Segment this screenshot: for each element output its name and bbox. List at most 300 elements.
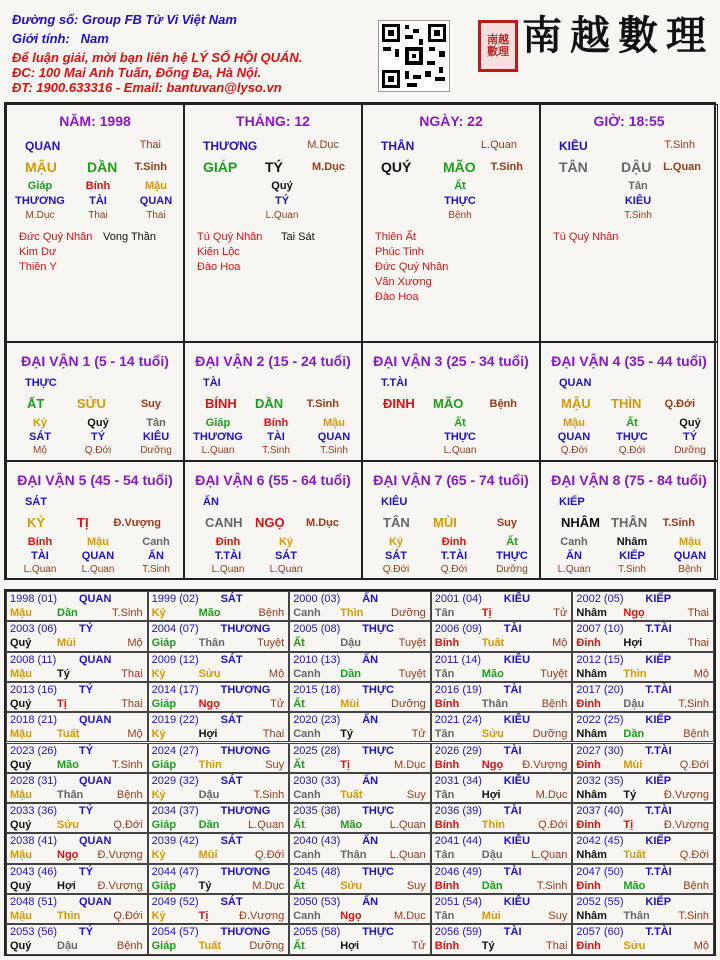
dv-hidden-phase: Dưỡng <box>140 445 172 456</box>
year-cell[interactable] <box>148 652 290 682</box>
year-phase: Tuyệt <box>540 667 568 680</box>
dai-van-title: ĐẠI VẬN 5 (45 - 54 tuổi) <box>17 472 173 488</box>
year-phase: Bệnh <box>683 879 709 892</box>
dv-hidden-stem: Bính <box>263 417 289 429</box>
year-label: 2052 (55) <box>576 896 624 908</box>
year-god: SÁT <box>220 896 243 908</box>
year-phase: Q.Đới <box>113 819 143 832</box>
year-phase: Mộ <box>693 940 709 953</box>
year-branch: Tị <box>198 910 209 922</box>
dai-van-cell[interactable] <box>362 342 540 461</box>
dv-hidden-god: QUAN <box>317 431 351 443</box>
year-cell[interactable] <box>148 833 290 863</box>
year-stem: Quý <box>10 879 32 892</box>
year-label: 2022 (25) <box>576 714 624 727</box>
year-cell[interactable] <box>431 743 573 773</box>
year-phase: Dưỡng <box>391 607 426 619</box>
dv-hidden-god: QUAN <box>557 431 591 443</box>
dv-hidden-phase: Q.Đới <box>84 445 112 456</box>
year-cell[interactable] <box>572 591 714 621</box>
year-cell[interactable] <box>289 712 431 742</box>
dv-hidden-god: TÀI <box>31 550 49 562</box>
year-branch: Dần <box>198 819 220 832</box>
year-phase: Mộ <box>268 667 285 680</box>
year-stem: Đinh <box>576 940 601 953</box>
heavenly-stem: MẬU <box>25 159 57 175</box>
year-stem: Mậu <box>10 910 32 922</box>
year-label: 2018 (21) <box>10 714 58 727</box>
year-stem: Bính <box>434 819 460 832</box>
dv-hidden-god: SÁT <box>385 550 407 562</box>
year-phase: L.Quan <box>248 819 285 832</box>
year-god: KIÊU <box>503 896 531 908</box>
qr-code-icon[interactable] <box>378 20 450 92</box>
year-branch: Tý <box>340 728 354 741</box>
year-cell[interactable] <box>148 712 290 742</box>
special-star: Tai Sát <box>281 231 315 243</box>
year-branch: Ngọ <box>57 849 79 862</box>
year-branch: Thìn <box>57 910 81 922</box>
special-star: Tú Quý Nhân <box>553 231 619 243</box>
year-stem: Nhâm <box>576 728 607 741</box>
year-cell[interactable] <box>6 621 148 651</box>
year-god: KIẾP <box>645 896 672 908</box>
earthly-branch: TÝ <box>265 159 283 175</box>
year-cell[interactable] <box>431 924 573 954</box>
year-god: TÀI <box>503 805 522 818</box>
year-cell[interactable] <box>572 894 714 924</box>
year-label: 2038 (41) <box>10 835 58 848</box>
year-cell[interactable] <box>289 864 431 894</box>
year-god: THƯƠNG <box>220 744 271 757</box>
year-branch: Sửu <box>481 728 504 741</box>
year-branch: Sửu <box>623 940 646 953</box>
year-label: 2044 (47) <box>151 865 199 878</box>
heavenly-stem: GIÁP <box>203 159 238 175</box>
dv-hidden-stem: Bính <box>27 536 53 548</box>
hidden-god: THỰC <box>444 195 476 207</box>
year-cell[interactable] <box>6 773 148 803</box>
year-cell[interactable] <box>148 803 290 833</box>
year-stem: Bính <box>434 940 460 953</box>
year-branch: Sửu <box>198 667 221 680</box>
year-god: SÁT <box>220 714 243 727</box>
special-star: Văn Xương <box>375 276 432 288</box>
year-label: 2040 (43) <box>293 835 341 848</box>
top-right-phase: T.Sinh <box>664 139 695 151</box>
year-phase: M.Dục <box>252 879 285 892</box>
year-label: 2025 (28) <box>293 744 341 757</box>
dv-hidden-god: SÁT <box>29 431 51 443</box>
dv-hidden-phase: T.Sinh <box>142 564 170 575</box>
dv-hidden-phase: Bệnh <box>678 564 702 575</box>
year-cell[interactable] <box>572 864 714 894</box>
year-stem: Mậu <box>10 788 32 801</box>
year-cell[interactable] <box>431 833 573 863</box>
year-god: T.TÀI <box>645 744 672 757</box>
year-label: 2008 (11) <box>10 653 57 666</box>
year-label: 2045 (48) <box>293 865 341 878</box>
gender-label: Giới tính: <box>12 31 70 46</box>
year-cell[interactable] <box>572 803 714 833</box>
year-phase: Thai <box>545 940 568 953</box>
year-cell[interactable] <box>6 833 148 863</box>
dai-van-stem: TÂN <box>383 515 410 530</box>
year-cell[interactable] <box>431 652 573 682</box>
year-phase: Bệnh <box>683 728 709 741</box>
year-god: TÀI <box>503 744 522 757</box>
year-branch: Thìn <box>340 607 364 619</box>
year-branch: Thân <box>481 697 509 710</box>
year-cell[interactable] <box>572 712 714 742</box>
year-cell[interactable] <box>431 682 573 712</box>
year-label: 2034 (37) <box>151 805 199 818</box>
year-god: T.TÀI <box>645 926 672 939</box>
dai-van-cell[interactable] <box>184 461 362 580</box>
header <box>0 0 720 100</box>
year-phase: Thai <box>687 637 709 650</box>
special-star: Kiến Lộc <box>197 246 240 258</box>
year-cell[interactable] <box>572 924 714 954</box>
year-label: 2019 (22) <box>151 714 199 727</box>
year-cell[interactable] <box>6 652 148 682</box>
dai-van-cell[interactable] <box>362 461 540 580</box>
dai-van-god: KIẾP <box>559 496 585 508</box>
pillar-cell[interactable] <box>6 104 184 342</box>
year-god: THỰC <box>362 926 394 939</box>
year-branch: Ngọ <box>623 607 645 619</box>
year-cell[interactable] <box>289 803 431 833</box>
dv-hidden-phase: Dưỡng <box>496 564 528 575</box>
year-stem: Canh <box>293 910 321 922</box>
year-branch: Thìn <box>481 819 506 832</box>
hidden-god: QUAN <box>139 195 173 207</box>
year-branch: Dậu <box>623 697 645 710</box>
dv-hidden-phase: L.Quan <box>443 445 477 456</box>
hidden-god: TÀI <box>89 195 107 207</box>
dai-van-phase: Suy <box>140 398 161 410</box>
year-cell[interactable] <box>431 894 573 924</box>
year-cell[interactable] <box>289 652 431 682</box>
dai-van-stem: BÍNH <box>205 396 237 411</box>
year-stem: Canh <box>293 607 321 619</box>
dv-hidden-phase: T.Sinh <box>618 564 646 575</box>
dai-van-cell[interactable] <box>184 342 362 461</box>
year-god: KIÊU <box>503 835 531 848</box>
pillar-cell[interactable] <box>362 104 540 342</box>
year-branch: Tý <box>481 940 495 953</box>
dai-van-cell[interactable] <box>6 342 184 461</box>
year-branch: Tý <box>198 879 212 892</box>
year-branch: Dậu <box>340 637 361 650</box>
top-left-god: THƯƠNG <box>203 139 258 153</box>
group-line: Đường số: Group FB Tử Vi Việt Nam <box>12 12 237 27</box>
year-stem: Tân <box>434 788 455 801</box>
year-label: 2017 (20) <box>576 683 624 696</box>
year-branch: Mùi <box>623 758 643 771</box>
year-label: 2007 (10) <box>576 623 624 636</box>
year-cell[interactable] <box>572 621 714 651</box>
calligraphy-logo: 南越數理 <box>522 12 714 59</box>
year-phase: Mộ <box>127 637 143 650</box>
year-label: 2014 (17) <box>151 683 199 696</box>
year-stem: Quý <box>10 940 32 953</box>
year-phase: Tuyệt <box>398 667 426 680</box>
year-cell[interactable] <box>572 652 714 682</box>
year-cell[interactable] <box>572 833 714 863</box>
dv-hidden-phase: L.Quan <box>557 564 591 575</box>
year-god: QUAN <box>79 653 112 666</box>
year-branch: Tuất <box>340 788 363 801</box>
dai-van-stem: ẤT <box>27 396 45 411</box>
year-cell[interactable] <box>148 743 290 773</box>
year-stem: Tân <box>434 667 455 680</box>
year-cell[interactable] <box>289 682 431 712</box>
year-phase: Suy <box>406 788 426 801</box>
year-phase: M.Dục <box>394 758 426 771</box>
annual-luck-table <box>4 589 716 956</box>
year-cell[interactable] <box>6 803 148 833</box>
year-branch: Sửu <box>340 879 363 892</box>
year-cell[interactable] <box>6 591 148 621</box>
top-left-god: QUAN <box>25 139 61 153</box>
year-phase: Tử <box>553 607 568 619</box>
year-label: 2036 (39) <box>434 805 482 818</box>
year-god: KIẾP <box>645 774 672 787</box>
hidden-stem: Tân <box>628 180 648 192</box>
year-god: TÝ <box>79 926 94 939</box>
dai-van-branch: MÃO <box>433 396 464 411</box>
year-cell[interactable] <box>148 894 290 924</box>
year-branch: Thìn <box>198 758 222 771</box>
dv-hidden-god: THỰC <box>496 550 528 562</box>
year-phase: T.Sinh <box>112 758 143 771</box>
year-cell[interactable] <box>148 682 290 712</box>
dv-hidden-god: THƯƠNG <box>193 431 243 443</box>
year-phase: Q.Đới <box>538 819 568 832</box>
dai-van-god: THỰC <box>25 377 57 389</box>
year-branch: Dần <box>623 728 645 741</box>
year-cell[interactable] <box>148 621 290 651</box>
year-god: TÀI <box>503 683 522 696</box>
year-god: TÀI <box>503 926 522 939</box>
year-stem: Quý <box>10 758 32 771</box>
year-stem: Nhâm <box>576 849 607 862</box>
year-cell[interactable] <box>289 743 431 773</box>
dv-hidden-god: KIÊU <box>142 431 170 443</box>
chart-grid <box>4 102 716 580</box>
year-stem: Bính <box>434 879 460 892</box>
special-star: Thiên Ất <box>375 231 416 243</box>
dv-hidden-stem: Kỷ <box>32 417 48 429</box>
seal-stamp: 南越 數理 <box>478 20 518 72</box>
top-right-phase: M.Dục <box>307 139 339 151</box>
top-right-phase: Thai <box>139 139 161 151</box>
year-cell[interactable] <box>572 682 714 712</box>
branch-phase: L.Quan <box>663 161 701 173</box>
year-label: 2027 (30) <box>576 744 624 757</box>
gender-line <box>12 31 109 46</box>
year-branch: Mão <box>623 879 646 892</box>
special-star: Vong Thần <box>103 231 157 243</box>
year-branch: Dậu <box>481 849 503 862</box>
special-star: Phúc Tinh <box>375 246 424 258</box>
year-cell[interactable] <box>289 894 431 924</box>
dv-hidden-god: ẤN <box>566 550 582 562</box>
year-label: 2006 (09) <box>434 623 482 636</box>
year-cell[interactable] <box>431 712 573 742</box>
year-branch: Thân <box>623 910 650 922</box>
year-branch: Hợi <box>481 788 501 801</box>
year-god: THỰC <box>362 683 394 696</box>
year-cell[interactable] <box>289 621 431 651</box>
year-god: TÝ <box>79 805 94 818</box>
top-right-phase: L.Quan <box>480 139 517 151</box>
pillar-title: THÁNG: 12 <box>236 113 310 129</box>
year-cell[interactable] <box>431 773 573 803</box>
year-stem: Giáp <box>151 697 177 710</box>
year-cell[interactable] <box>148 864 290 894</box>
year-branch: Hợi <box>57 879 76 892</box>
hidden-phase: Bệnh <box>448 210 472 221</box>
year-phase: Bệnh <box>258 607 285 619</box>
year-stem: Đinh <box>576 819 601 832</box>
year-god: THƯƠNG <box>220 926 271 939</box>
pillar-cell[interactable] <box>540 104 718 342</box>
dv-hidden-stem: Kỷ <box>388 536 404 548</box>
dv-hidden-stem: Mậu <box>563 417 585 429</box>
year-cell[interactable] <box>572 773 714 803</box>
pillar-cell[interactable] <box>184 104 362 342</box>
heavenly-stem: TÂN <box>559 159 588 175</box>
dai-van-cell[interactable] <box>540 461 718 580</box>
year-label: 2037 (40) <box>576 805 624 818</box>
dai-van-branch: THÂN <box>611 515 648 530</box>
dv-hidden-stem: Tân <box>146 417 166 429</box>
year-cell[interactable] <box>289 924 431 954</box>
dv-hidden-god: KIẾP <box>619 550 645 562</box>
year-branch: Tuất <box>481 637 505 650</box>
dv-hidden-phase: L.Quan <box>201 445 235 456</box>
year-cell[interactable] <box>148 591 290 621</box>
year-label: 2021 (24) <box>434 714 482 727</box>
year-god: ẤN <box>362 593 379 605</box>
year-phase: Suy <box>548 910 568 922</box>
year-branch: Dần <box>57 607 78 619</box>
year-stem: Đinh <box>576 879 601 892</box>
year-branch: Dần <box>481 879 503 892</box>
year-label: 2028 (31) <box>10 774 58 787</box>
year-label: 2013 (16) <box>10 683 58 696</box>
year-phase: Thai <box>687 607 709 619</box>
year-god: TÀI <box>503 865 522 878</box>
year-cell[interactable] <box>572 743 714 773</box>
year-stem: Mậu <box>10 849 32 862</box>
dv-hidden-phase: L.Quan <box>81 564 115 575</box>
year-god: THỰC <box>362 744 394 757</box>
year-god: T.TÀI <box>645 623 672 636</box>
year-cell[interactable] <box>289 773 431 803</box>
year-stem: Bính <box>434 637 460 650</box>
year-cell[interactable] <box>431 591 573 621</box>
dai-van-stem: MẬU <box>561 396 591 411</box>
year-branch: Tị <box>481 607 492 619</box>
year-cell[interactable] <box>6 743 148 773</box>
dv-hidden-stem: Nhâm <box>616 536 648 548</box>
dai-van-phase: M.Dục <box>306 517 339 529</box>
heavenly-stem: QUÝ <box>381 159 412 175</box>
year-phase: Tuyệt <box>398 637 426 650</box>
year-cell[interactable] <box>289 591 431 621</box>
year-phase: Đ.Vượng <box>663 788 709 801</box>
year-cell[interactable] <box>148 924 290 954</box>
dv-hidden-phase: Q.Đới <box>440 564 468 575</box>
dai-van-stem: KỶ <box>27 515 46 530</box>
year-cell[interactable] <box>289 833 431 863</box>
dai-van-cell[interactable] <box>6 461 184 580</box>
year-stem: Quý <box>10 697 32 710</box>
dai-van-cell[interactable] <box>540 342 718 461</box>
year-cell[interactable] <box>6 894 148 924</box>
dv-hidden-phase: L.Quan <box>211 564 245 575</box>
year-branch: Hợi <box>623 637 643 650</box>
year-cell[interactable] <box>6 682 148 712</box>
dai-van-phase: T.Sinh <box>306 398 339 410</box>
year-god: KIÊU <box>503 593 531 605</box>
year-phase: M.Dục <box>394 910 426 922</box>
year-stem: Ất <box>293 940 305 953</box>
year-label: 2001 (04) <box>434 593 482 605</box>
year-cell[interactable] <box>148 773 290 803</box>
year-phase: Bệnh <box>116 788 143 801</box>
special-star: Đức Quý Nhân <box>375 261 449 273</box>
year-branch: Hợi <box>340 940 360 953</box>
dai-van-title: ĐẠI VẬN 1 (5 - 14 tuổi) <box>21 353 169 369</box>
year-label: 2004 (07) <box>151 623 199 636</box>
year-phase: Thai <box>262 728 285 741</box>
dv-hidden-stem: Ất <box>626 417 638 429</box>
year-god: KIÊU <box>503 774 531 787</box>
year-label: 2010 (13) <box>293 653 341 666</box>
year-stem: Giáp <box>151 637 177 650</box>
dai-van-title: ĐẠI VẬN 7 (65 - 74 tuổi) <box>373 472 529 488</box>
year-phase: Đ.Vượng <box>239 910 285 922</box>
year-god: T.TÀI <box>645 865 672 878</box>
dv-hidden-stem: Giáp <box>205 417 231 429</box>
year-phase: Đ.Vượng <box>97 879 143 892</box>
dai-van-god: QUAN <box>559 377 592 389</box>
year-phase: Tử <box>270 697 285 710</box>
pillar-title: NGÀY: 22 <box>419 113 483 129</box>
dv-hidden-god: ẤN <box>148 550 164 562</box>
year-stem: Kỷ <box>151 849 166 862</box>
year-stem: Bính <box>434 758 460 771</box>
year-label: 2031 (34) <box>434 774 482 787</box>
year-cell[interactable] <box>6 712 148 742</box>
year-god: TÝ <box>79 683 94 696</box>
year-cell[interactable] <box>6 924 148 954</box>
year-god: ẤN <box>362 835 379 848</box>
year-cell[interactable] <box>6 864 148 894</box>
year-cell[interactable] <box>431 803 573 833</box>
year-label: 2012 (15) <box>576 653 624 666</box>
year-god: ẤN <box>362 714 379 727</box>
year-cell[interactable] <box>431 621 573 651</box>
year-stem: Kỷ <box>151 607 166 619</box>
year-cell[interactable] <box>431 864 573 894</box>
top-left-god: KIÊU <box>559 139 588 153</box>
dv-hidden-phase: L.Quan <box>23 564 57 575</box>
